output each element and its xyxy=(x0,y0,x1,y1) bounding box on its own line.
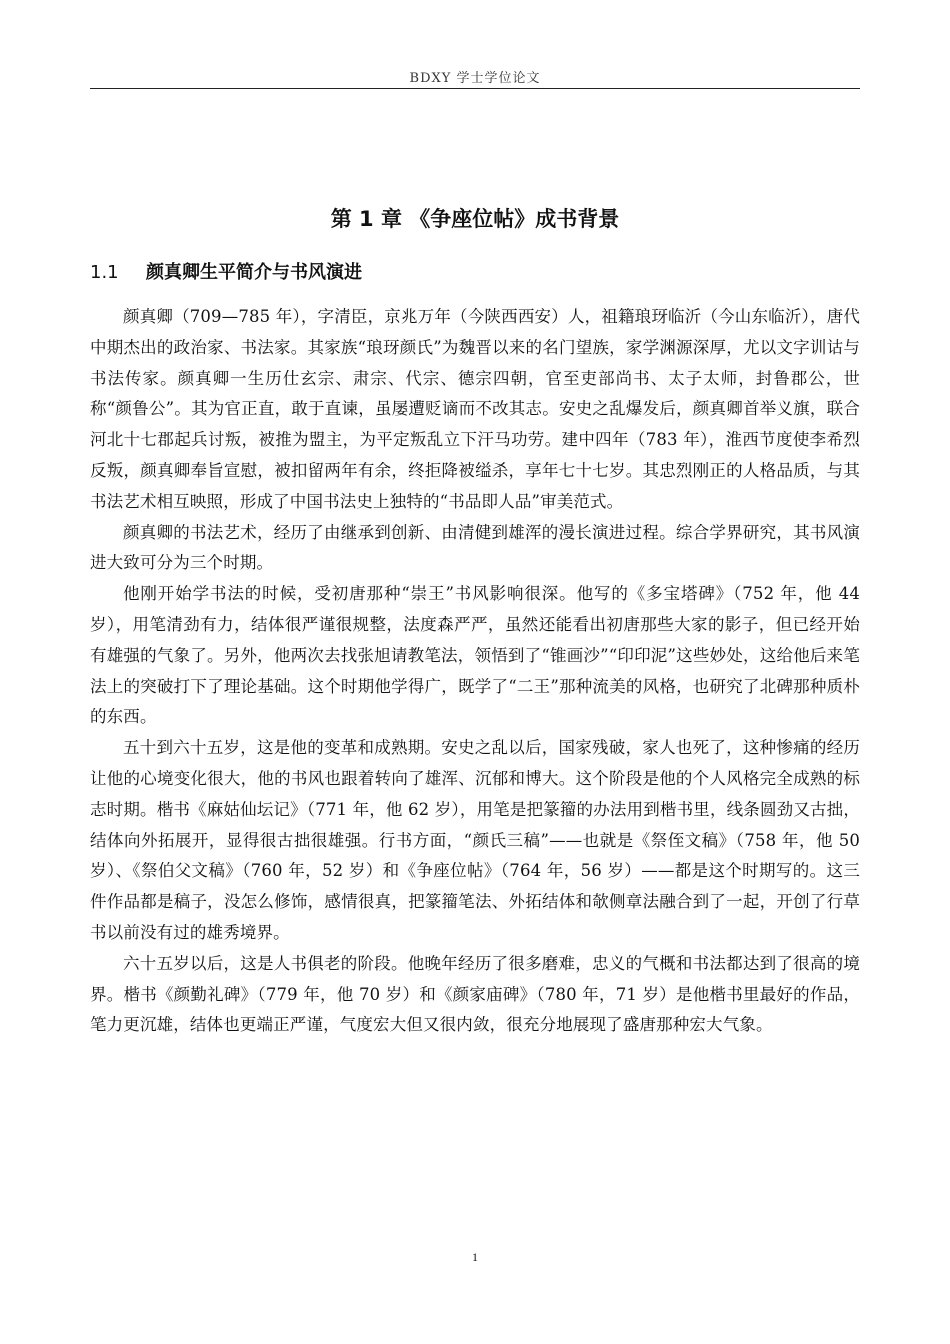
section-heading xyxy=(90,259,362,287)
section-number: 1.1 xyxy=(90,262,119,283)
paragraph-2: 颜真卿的书法艺术，经历了由继承到创新、由清健到雄浑的漫长演进过程。综合学界研究，其书风演进大致可分为三个时期。 xyxy=(90,522,860,573)
page-number: 1 xyxy=(472,1250,478,1264)
body-text xyxy=(90,302,860,1041)
running-header: BDXY 学士学位论文 xyxy=(409,71,541,86)
section-title: 颜真卿生平简介与书风演进 xyxy=(146,262,362,283)
paragraph-4: 五十到六十五岁，这是他的变革和成熟期。安史之乱以后，国家残破，家人也死了，这种惨痛的经历让他的心境变化很大，他的书风也跟着转向了雄浑、沉郁和博大。这个阶段是他的个人风格完全成熟的标志时期。楷书《麻姑仙坛记》（771 年，他 62 岁），用笔是把篆籀的办法用到楷书里，线条圆劲又古拙，结体向外拓展开，显得很古拙很雄强。行书方面，“颜氏三稿”——也就是《祭侄文稿》（758 年，他 50 岁）、《祭伯父文稿》（760 年，52 岁）和《争座位帖》（764 年，56 岁）——都是这个时期写的。这三件作品都是稿子，没怎么修饰，感情很真，把篆籀笔法、外拓结体和欹侧章法融合到了一起，开创了行草书以前没有过的雄秀境界。 xyxy=(90,738,860,942)
paragraph-1: 颜真卿（709—785 年），字清臣，京兆万年（今陕西西安）人，祖籍琅玡临沂（今山东临沂），唐代中期杰出的政治家、书法家。其家族“琅玡颜氏”为魏晋以来的名门望族，家学渊源深厚，尤以文字训诂与书法传家。颜真卿一生历仕玄宗、肃宗、代宗、德宗四朝，官至吏部尚书、太子太师，封鲁郡公，世称“颜鲁公”。其为官正直，敢于直谏，虽屡遭贬谪而不改其志。安史之乱爆发后，颜真卿首举义旗，联合河北十七郡起兵讨叛，被推为盟主，为平定叛乱立下汗马功劳。建中四年（783 年），淮西节度使李希烈反叛，颜真卿奉旨宣慰，被扣留两年有余，终拒降被缢杀，享年七十七岁。其忠烈刚正的人格品质，与其书法艺术相互映照，形成了中国书法史上独特的“书品即人品”审美范式。 xyxy=(90,307,860,511)
paragraph-5: 六十五岁以后，这是人书俱老的阶段。他晚年经历了很多磨难，忠义的气概和书法都达到了很高的境界。楷书《颜勤礼碑》（779 年，他 70 岁）和《颜家庙碑》（780 年，71 岁）是他楷书里最好的作品，笔力更沉雄，结体也更端正严谨，气度宏大但又很内敛，很充分地展现了盛唐那种宏大气象。 xyxy=(90,953,860,1035)
chapter-title: 第 1 章 《争座位帖》成书背景 xyxy=(330,207,620,232)
header-rule xyxy=(90,88,860,89)
paragraph-3: 他刚开始学书法的时候，受初唐那种“崇王”书风影响很深。他写的《多宝塔碑》（752 年，他 44 岁），用笔清劲有力，结体很严谨很规整，法度森严严，虽然还能看出初唐那些大家的影子，但已经开始有雄强的气象了。另外，他两次去找张旭请教笔法，领悟到了“锥画沙”“印印泥”这些妙处，这给他后来笔法上的突破打下了理论基础。这个时期他学得广，既学了“二王”那种流美的风格，也研究了北碑那种质朴的东西。 xyxy=(90,584,860,727)
